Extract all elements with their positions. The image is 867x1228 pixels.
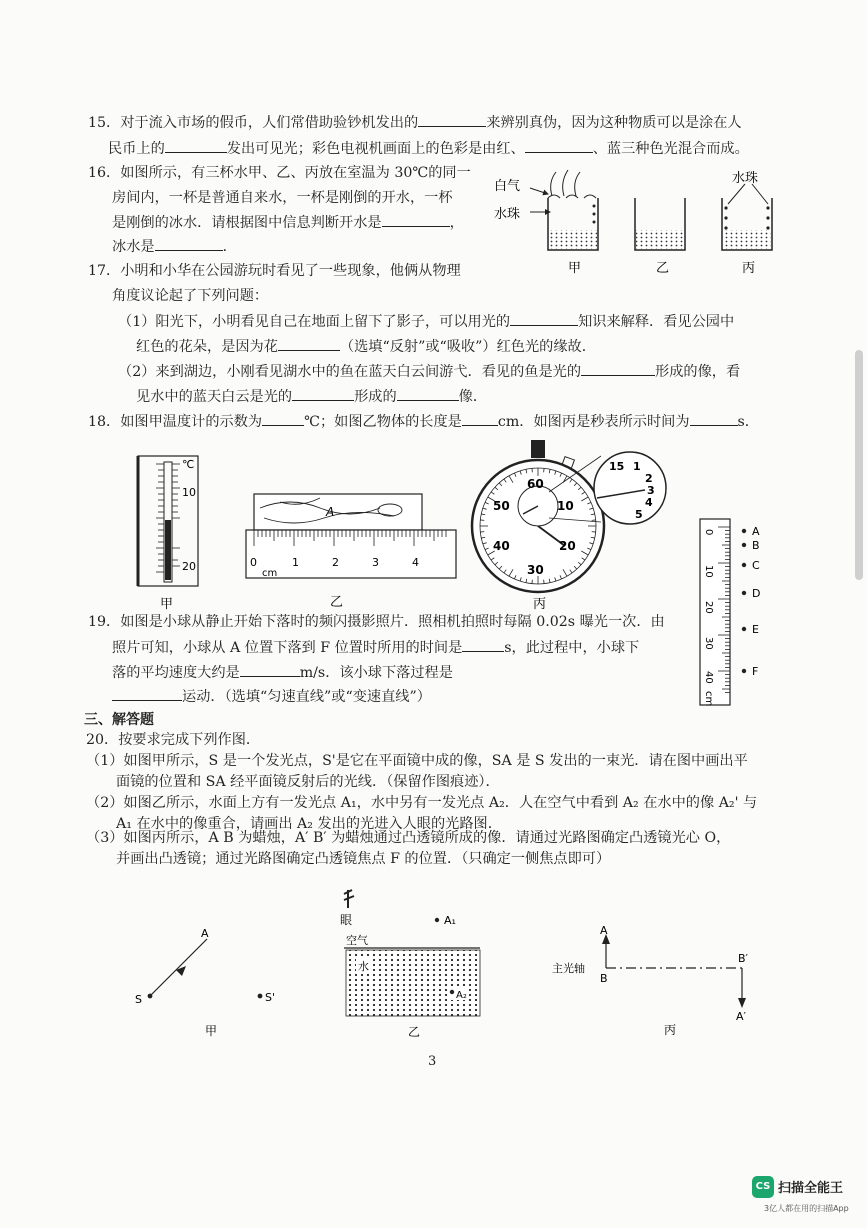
magnified-dial (594, 452, 666, 524)
camscanner-watermark (752, 1176, 862, 1220)
q17-p2-line1 (118, 361, 740, 382)
q17-text: （1）阳光下，小明看见自己在地面上留下了影子，可以用光的 (118, 314, 511, 330)
fig3-point-b: B (600, 972, 608, 985)
page-number: 3 (428, 1054, 437, 1069)
q20-p2-line1: （2）如图乙所示，水面上方有一发光点 A₁，水中另有一发光点 A₂．人在空气中看到 A₂ 在水中的像 A₂' 与 (86, 795, 758, 811)
ball-point-b: B (752, 539, 760, 552)
q18-text: 18．如图甲温度计的示数为 (88, 414, 263, 430)
caption-bing: 丙 (742, 261, 756, 276)
vruler-tick-40: 40 (703, 671, 714, 684)
watch-label-40: 40 (493, 539, 510, 553)
q19-text: s，此过程中，小球下 (504, 640, 640, 656)
q18-blank-3[interactable] (690, 411, 738, 426)
vruler-tick-0: 0 (703, 529, 714, 536)
q15-text: 民币上的 (108, 141, 165, 157)
q16-text: 是刚倒的冰水．请根据图中信息判断开水是 (112, 215, 382, 231)
caption-jia: 甲 (205, 1024, 218, 1038)
q19-blank-3[interactable] (112, 686, 182, 701)
q15-text: 来辨别真伪，因为这种物质可以是涂在人 (486, 115, 742, 131)
q20-fig-bing (548, 922, 778, 1040)
label-steam: 白气 (494, 179, 521, 194)
caption-yi: 乙 (656, 261, 670, 276)
caption-jia: 甲 (568, 261, 582, 276)
q19-line2 (112, 637, 639, 658)
q17-text: 红色的花朵，是因为花 (136, 339, 278, 355)
beaker-yi (635, 198, 685, 250)
q20-line0: 20．按要求完成下列作图． (86, 732, 261, 748)
q17-text: 像． (458, 389, 488, 405)
section-title: 三、解答题 (84, 712, 154, 728)
fig3-point-b-prime: B′ (738, 952, 749, 965)
q19-text: m/s．该小球下落过程是 (299, 665, 453, 681)
stopwatch-crown (531, 440, 545, 458)
q16-line2: 房间内，一杯是普通自来水，一杯是刚倒的开水，一杯 (112, 190, 453, 206)
thermo-tick-10: 10 (182, 486, 196, 499)
q16-line1: 16．如图所示，有三杯水甲、乙、丙放在室温为 30℃的同一 (88, 165, 471, 181)
thermo-tick-20: 20 (182, 560, 196, 573)
q19-blank-1[interactable] (462, 637, 504, 652)
q15-line1 (88, 112, 742, 133)
q17-p2-line2 (136, 386, 487, 407)
vruler-tick-20: 20 (703, 601, 714, 614)
q16-text: ． (222, 239, 237, 255)
beaker-bing (722, 184, 772, 250)
q16-beakers-figure (490, 168, 790, 283)
q20-fig-jia (125, 925, 290, 1040)
watch-label-30: 30 (527, 563, 544, 577)
q18-text: cm．如图丙是秒表所示时间为 (497, 414, 690, 430)
q17-blank-3[interactable] (581, 361, 655, 376)
q17-p1-line2 (136, 336, 596, 357)
q17-text: （选填“反射”或“吸收”）红色光的缘故． (339, 339, 596, 355)
label-principal-axis: 主光轴 (552, 962, 585, 975)
scrollbar[interactable] (855, 350, 863, 580)
ruler-tick-1: 1 (292, 556, 299, 569)
caption-yi: 乙 (330, 595, 344, 610)
wood-block-a (254, 494, 422, 530)
camscanner-app-name: 扫描全能王 (778, 1181, 844, 1196)
fig2-point-a2: A₂ (456, 990, 467, 1001)
label-water: 水 (358, 960, 369, 973)
caption-bing: 丙 (533, 597, 547, 612)
q16-blank-1[interactable] (382, 212, 450, 227)
beaker-jia (530, 170, 598, 250)
q15-text: 15．对于流入市场的假币，人们常借助验钞机发出的 (88, 115, 419, 131)
q20-p3-line2: 并画出凸透镜；通过光路图确定凸透镜焦点 F 的位置．（只确定一侧焦点即可） (116, 851, 611, 867)
dial-label-3: 3 (647, 484, 655, 497)
q15-blank-3[interactable] (525, 138, 593, 153)
q15-text: 、蓝三种色光混合而成。 (592, 141, 749, 157)
q15-line2 (108, 138, 749, 159)
q17-blank-5[interactable] (397, 386, 459, 401)
q18-text: s． (737, 414, 759, 430)
q17-blank-2[interactable] (278, 336, 340, 351)
q20-p3-line1: （3）如图丙所示，A B 为蜡烛，A′ B′ 为蜡烛通过凸透镜所成的像．请通过光路图确定凸透镜光心 O， (86, 830, 731, 846)
dial-label-4: 4 (645, 496, 653, 509)
q20-p2-line2: A₁ 在水中的像重合，请画出 A₂ 发出的光进入人眼的光路图． (116, 816, 502, 832)
q18-text: ℃；如图乙物体的长度是 (304, 414, 462, 430)
fig3-point-a: A (600, 924, 608, 937)
ruler-tick-4: 4 (412, 556, 419, 569)
fig1-point-a: A (201, 927, 209, 940)
camscanner-tagline: 3亿人都在用的扫描App (764, 1204, 849, 1213)
q15-text: 发出可见光；彩色电视机画面上的色彩是由红、 (226, 141, 525, 157)
q19-line3 (112, 662, 453, 683)
fig1-point-s: S (135, 993, 142, 1006)
ball-point-a: A (752, 525, 760, 538)
ball-point-c: C (752, 559, 760, 572)
block-label-a: A (326, 505, 335, 519)
thermo-unit: ℃ (182, 458, 195, 471)
q20-p1-line1: （1）如图甲所示，S 是一个发光点，S'是它在平面镜中成的像，SA 是 S 发出的一束光．请在图中画出平 (86, 753, 748, 769)
q17-line1: 17．小明和小华在公园游玩时看见了一些现象，他俩从物理 (88, 263, 461, 279)
fig3-point-a-prime: A′ (736, 1010, 747, 1023)
eye-icon (344, 890, 354, 908)
watch-label-50: 50 (493, 499, 510, 513)
caption-bing: 丙 (664, 1023, 677, 1037)
label-water-drops: 水珠 (732, 171, 759, 186)
label-eye: 眼 (340, 913, 353, 927)
fig1-point-s-prime: S' (265, 991, 276, 1004)
dial-label-2: 2 (645, 472, 653, 485)
q20-fig-yi (330, 888, 490, 1038)
q15-blank-1[interactable] (418, 112, 486, 127)
q17-text: 形成的像，看 (655, 364, 741, 380)
q18-blank-1[interactable] (262, 411, 304, 426)
vruler-unit: cm (703, 691, 714, 707)
q16-line3 (112, 212, 464, 233)
q19-text: 照片可知，小球从 A 位置下落到 F 位置时所用的时间是 (112, 640, 463, 656)
dial-label-15: 15 (609, 460, 625, 473)
q18-thermometer (130, 448, 210, 613)
camscanner-logo-icon: CS (752, 1176, 774, 1198)
q19-line1: 19．如图是小球从静止开始下落时的频闪摄影照片．照相机拍照时每隔 0.02s 曝光一次．由 (88, 614, 665, 630)
vruler-tick-10: 10 (703, 565, 714, 578)
q17-blank-1[interactable] (510, 311, 578, 326)
q15-blank-2[interactable] (165, 138, 227, 153)
ruler-unit-cm: cm (262, 568, 278, 579)
q16-text: ， (449, 215, 464, 231)
caption-yi: 乙 (408, 1025, 421, 1038)
q18-ruler-figure (240, 480, 465, 615)
watch-label-20: 20 (559, 539, 576, 553)
ruler-tick-2: 2 (332, 556, 339, 569)
dial-label-5: 5 (635, 508, 643, 521)
q19-text: 运动．（选填“匀速直线”或“变速直线”） (182, 689, 431, 705)
fig2-point-a1: A₁ (444, 914, 456, 927)
q17-p1-line1 (118, 311, 734, 332)
ball-point-d: D (752, 587, 761, 600)
q17-text: （2）来到湖边，小刚看见湖水中的鱼在蓝天白云间游弋．看见的鱼是光的 (118, 364, 582, 380)
caption-jia: 甲 (160, 597, 174, 612)
vruler-tick-30: 30 (703, 637, 714, 650)
q20-p1-line2: 面镜的位置和 SA 经平面镜反射后的光线．（保留作图痕迹）． (116, 774, 500, 790)
q16-text: 冰水是 (112, 239, 155, 255)
q18-line (88, 411, 759, 432)
label-water-drops: 水珠 (494, 207, 521, 222)
q16-blank-2[interactable] (155, 236, 223, 251)
q19-text: 落的平均速度大约是 (112, 665, 240, 681)
q17-line2: 角度议论起了下列问题： (112, 288, 269, 304)
watch-label-10: 10 (557, 499, 574, 513)
q18-stopwatch (465, 436, 685, 616)
dial-label-1: 1 (633, 460, 641, 473)
q19-ruler-figure (690, 515, 780, 710)
q16-line4 (112, 236, 237, 257)
q17-text: 见水中的蓝天白云是光的 (136, 389, 293, 405)
q19-line4 (112, 686, 431, 707)
ruler-tick-0: 0 (250, 556, 257, 569)
ball-point-e: E (752, 623, 759, 636)
q17-text: 形成的 (354, 389, 397, 405)
q17-text: 知识来解释．看见公园中 (578, 314, 735, 330)
q17-blank-4[interactable] (292, 386, 354, 401)
label-air: 空气 (346, 934, 368, 947)
q18-blank-2[interactable] (462, 411, 498, 426)
ruler-tick-3: 3 (372, 556, 379, 569)
watch-label-60: 60 (527, 477, 544, 491)
ball-point-f: F (752, 665, 759, 678)
q19-blank-2[interactable] (240, 662, 300, 677)
